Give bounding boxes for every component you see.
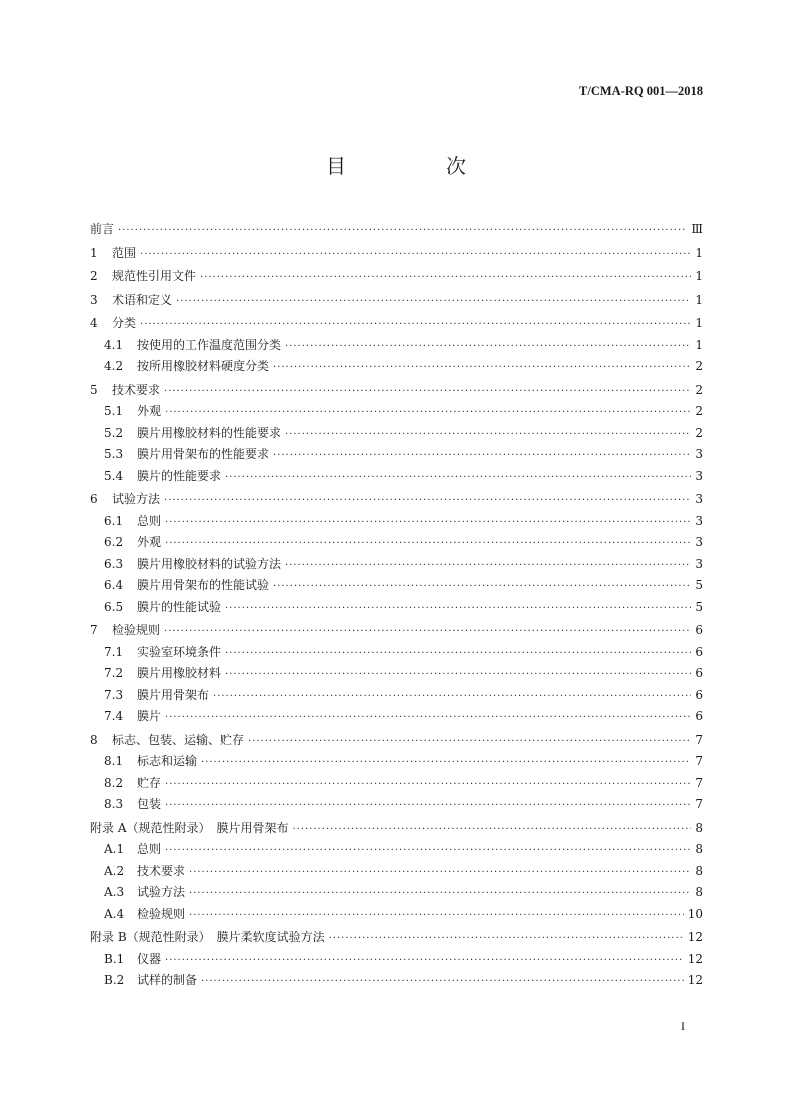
toc-entry-number: 6.3 xyxy=(104,556,124,571)
toc-dot-leader xyxy=(165,407,691,418)
toc-entry-title: 贮存 xyxy=(137,775,162,790)
toc-dot-leader xyxy=(176,296,691,307)
toc-entry-number: 7.4 xyxy=(104,709,124,723)
standard-code: T/CMA-RQ 001—2018 xyxy=(579,84,703,98)
toc-entry-number: 5.1 xyxy=(104,404,124,418)
toc-entry-number: 3 xyxy=(90,292,98,307)
toc-dot-leader xyxy=(273,362,691,373)
toc-entry-title: 外观 xyxy=(137,404,162,418)
toc-entry-title: 试验方法 xyxy=(137,885,186,899)
toc-entry-page: 6 xyxy=(695,687,703,702)
toc-entry[interactable] xyxy=(90,598,703,620)
toc-dot-leader xyxy=(292,824,691,835)
table-of-contents xyxy=(90,218,703,993)
toc-entry[interactable] xyxy=(90,731,703,753)
toc-dot-leader xyxy=(164,626,691,637)
toc-entry[interactable] xyxy=(90,555,703,577)
toc-entry-title: 膜片用骨架布的性能试验 xyxy=(137,578,270,592)
toc-entry-title: 检验规则 xyxy=(112,623,161,637)
toc-dot-leader xyxy=(201,976,684,987)
toc-entry-number: 6.2 xyxy=(104,535,124,549)
toc-dot-leader xyxy=(165,845,691,856)
toc-entry-title: 膜片的性能试验 xyxy=(137,599,222,614)
toc-entry-number: 4.1 xyxy=(104,337,124,352)
toc-dot-leader xyxy=(225,472,691,483)
toc-entry-number: 4 xyxy=(90,316,98,330)
toc-dot-leader xyxy=(165,779,691,790)
toc-dot-leader xyxy=(165,517,691,528)
toc-entry-page: 2 xyxy=(695,404,703,418)
toc-entry-number: 8.2 xyxy=(104,775,124,790)
toc-entry[interactable] xyxy=(90,533,703,555)
toc-entry-title: 检验规则 xyxy=(137,906,186,921)
toc-entry-title: 仪器 xyxy=(137,951,162,966)
toc-entry-page: 5 xyxy=(695,599,703,614)
toc-entry-title: 按所用橡胶材料硬度分类 xyxy=(137,359,270,373)
toc-entry-number: 5.2 xyxy=(104,425,124,440)
toc-entry[interactable] xyxy=(90,819,703,841)
toc-entry[interactable] xyxy=(90,621,703,643)
toc-entry-page: 7 xyxy=(695,797,703,811)
toc-entry-page: 7 xyxy=(695,732,703,747)
toc-entry-page: 1 xyxy=(695,269,703,283)
toc-entry-number: 6.5 xyxy=(104,599,124,614)
toc-entry-page: 6 xyxy=(695,644,703,659)
toc-entry-title: 标志、包装、运输、贮存 xyxy=(112,732,245,747)
toc-entry[interactable] xyxy=(90,291,703,313)
toc-dot-leader xyxy=(165,712,691,723)
toc-entry-number: A.4 xyxy=(104,906,125,921)
toc-entry-title: 试验方法 xyxy=(112,492,161,506)
toc-entry-title: 标志和运输 xyxy=(137,754,198,768)
toc-entry-number: 7.2 xyxy=(104,666,124,680)
toc-entry-page: 3 xyxy=(695,492,703,506)
toc-dot-leader xyxy=(189,888,691,899)
toc-entry-page: 10 xyxy=(687,906,703,921)
toc-entry-title: 技术要求 xyxy=(137,863,186,878)
toc-entry-title: 膜片 xyxy=(137,709,162,723)
toc-dot-leader xyxy=(225,648,691,659)
toc-entry-page: 3 xyxy=(695,556,703,571)
toc-entry[interactable] xyxy=(90,381,703,403)
toc-entry-number: B.2 xyxy=(104,973,125,987)
toc-entry-page: 5 xyxy=(695,578,703,592)
toc-entry[interactable] xyxy=(90,664,703,686)
toc-entry[interactable] xyxy=(90,490,703,512)
toc-entry-number: 6.4 xyxy=(104,578,124,592)
toc-entry-page: 2 xyxy=(695,382,703,397)
toc-entry[interactable] xyxy=(90,314,703,336)
toc-dot-leader xyxy=(118,225,687,236)
toc-entry-page: 8 xyxy=(695,885,703,899)
toc-dot-leader xyxy=(165,538,691,549)
toc-entry-title: 按使用的工作温度范围分类 xyxy=(137,337,282,352)
toc-dot-leader xyxy=(285,560,691,571)
toc-entry[interactable] xyxy=(90,971,703,993)
toc-dot-leader xyxy=(285,429,691,440)
toc-entry-title: 膜片的性能要求 xyxy=(137,468,222,483)
toc-entry-page: 2 xyxy=(695,359,703,373)
toc-entry-page: 1 xyxy=(695,337,703,352)
toc-entry-title: 附录 A（规范性附录） 膜片用骨架布 xyxy=(90,820,289,835)
toc-entry-title: 膜片用橡胶材料的性能要求 xyxy=(137,425,282,440)
toc-entry-title: 范围 xyxy=(112,245,137,260)
toc-dot-leader xyxy=(285,341,691,352)
toc-entry[interactable] xyxy=(90,774,703,796)
toc-entry-number: 2 xyxy=(90,269,98,283)
toc-entry[interactable] xyxy=(90,862,703,884)
toc-entry[interactable] xyxy=(90,424,703,446)
toc-entry[interactable] xyxy=(90,244,703,266)
toc-entry-title: 总则 xyxy=(137,513,162,528)
toc-entry-title: 附录 B（规范性附录） 膜片柔软度试验方法 xyxy=(90,930,325,944)
toc-entry-page: 8 xyxy=(695,820,703,835)
toc-entry-page: 3 xyxy=(695,468,703,483)
toc-entry[interactable] xyxy=(90,928,703,950)
toc-entry-number: 7.1 xyxy=(104,644,124,659)
toc-entry[interactable] xyxy=(90,883,703,905)
page-title: 目 次 xyxy=(326,154,506,178)
toc-entry[interactable] xyxy=(90,905,703,927)
toc-entry-page: 12 xyxy=(687,973,703,987)
toc-entry-number: 6 xyxy=(90,492,98,506)
toc-entry[interactable] xyxy=(90,357,703,379)
toc-entry-number: 8.3 xyxy=(104,797,124,811)
toc-entry-page: 1 xyxy=(695,316,703,330)
toc-entry-page: 2 xyxy=(695,425,703,440)
toc-entry[interactable] xyxy=(90,795,703,817)
toc-dot-leader xyxy=(225,603,691,614)
toc-entry-title: 术语和定义 xyxy=(112,292,173,307)
toc-entry-number: 6.1 xyxy=(104,513,124,528)
toc-entry[interactable] xyxy=(90,707,703,729)
toc-entry-number: B.1 xyxy=(104,951,125,966)
toc-entry[interactable] xyxy=(90,576,703,598)
toc-entry-number: 8.1 xyxy=(104,754,124,768)
toc-entry-number: 5.4 xyxy=(104,468,124,483)
toc-entry-page: Ⅲ xyxy=(691,222,703,236)
toc-entry-page: 1 xyxy=(695,292,703,307)
toc-entry-title: 膜片用骨架布 xyxy=(137,687,210,702)
toc-entry[interactable] xyxy=(90,267,703,289)
toc-entry-title: 膜片用橡胶材料的试验方法 xyxy=(137,556,282,571)
toc-dot-leader xyxy=(248,736,691,747)
toc-entry-title: 前言 xyxy=(90,222,115,236)
toc-entry-title: 膜片用骨架布的性能要求 xyxy=(137,447,270,461)
toc-entry-page: 8 xyxy=(695,863,703,878)
toc-entry[interactable] xyxy=(90,402,703,424)
toc-entry-page: 12 xyxy=(687,930,703,944)
toc-entry[interactable] xyxy=(90,512,703,534)
toc-entry-page: 3 xyxy=(695,535,703,549)
toc-entry-number: 8 xyxy=(90,732,98,747)
toc-dot-leader xyxy=(200,272,691,283)
toc-entry-title: 试样的制备 xyxy=(137,973,198,987)
toc-entry-number: 5.3 xyxy=(104,447,124,461)
toc-entry-page: 6 xyxy=(695,709,703,723)
toc-entry-number: A.1 xyxy=(104,842,125,856)
toc-entry-page: 3 xyxy=(695,447,703,461)
toc-dot-leader xyxy=(189,910,684,921)
toc-dot-leader xyxy=(165,955,684,966)
toc-entry[interactable] xyxy=(90,686,703,708)
toc-entry-number: A.2 xyxy=(104,863,125,878)
toc-entry-page: 8 xyxy=(695,842,703,856)
toc-entry-title: 包装 xyxy=(137,797,162,811)
toc-entry-title: 外观 xyxy=(137,535,162,549)
toc-entry-title: 总则 xyxy=(137,842,162,856)
toc-entry-page: 7 xyxy=(695,754,703,768)
toc-entry-number: A.3 xyxy=(104,885,125,899)
toc-entry-number: 4.2 xyxy=(104,359,124,373)
toc-entry[interactable] xyxy=(90,336,703,358)
toc-entry-number: 5 xyxy=(90,382,98,397)
toc-dot-leader xyxy=(140,319,691,330)
toc-dot-leader xyxy=(273,450,691,461)
toc-entry-title: 分类 xyxy=(112,316,137,330)
toc-entry-page: 6 xyxy=(695,666,703,680)
toc-entry[interactable] xyxy=(90,643,703,665)
toc-entry-title: 实验室环境条件 xyxy=(137,644,222,659)
toc-entry-number: 1 xyxy=(90,245,98,260)
toc-dot-leader xyxy=(225,669,691,680)
toc-dot-leader xyxy=(201,757,691,768)
toc-entry-page: 3 xyxy=(695,513,703,528)
toc-dot-leader xyxy=(165,800,691,811)
toc-entry[interactable] xyxy=(90,840,703,862)
toc-dot-leader xyxy=(213,691,691,702)
toc-dot-leader xyxy=(329,933,684,944)
page-number: I xyxy=(681,1019,685,1033)
toc-dot-leader xyxy=(189,867,691,878)
toc-entry-title: 膜片用橡胶材料 xyxy=(137,666,222,680)
toc-entry[interactable] xyxy=(90,752,703,774)
toc-dot-leader xyxy=(164,495,691,506)
toc-entry[interactable] xyxy=(90,467,703,489)
toc-entry-title: 规范性引用文件 xyxy=(112,269,197,283)
toc-entry[interactable] xyxy=(90,445,703,467)
toc-entry-number: 7.3 xyxy=(104,687,124,702)
toc-entry[interactable] xyxy=(90,220,703,242)
toc-entry-page: 6 xyxy=(695,623,703,637)
toc-entry-page: 12 xyxy=(687,951,703,966)
toc-entry[interactable] xyxy=(90,950,703,972)
toc-dot-leader xyxy=(164,386,691,397)
toc-entry-page: 7 xyxy=(695,775,703,790)
toc-entry-title: 技术要求 xyxy=(112,382,161,397)
toc-entry-page: 1 xyxy=(695,245,703,260)
toc-dot-leader xyxy=(140,249,691,260)
toc-entry-number: 7 xyxy=(90,623,98,637)
toc-dot-leader xyxy=(273,581,691,592)
